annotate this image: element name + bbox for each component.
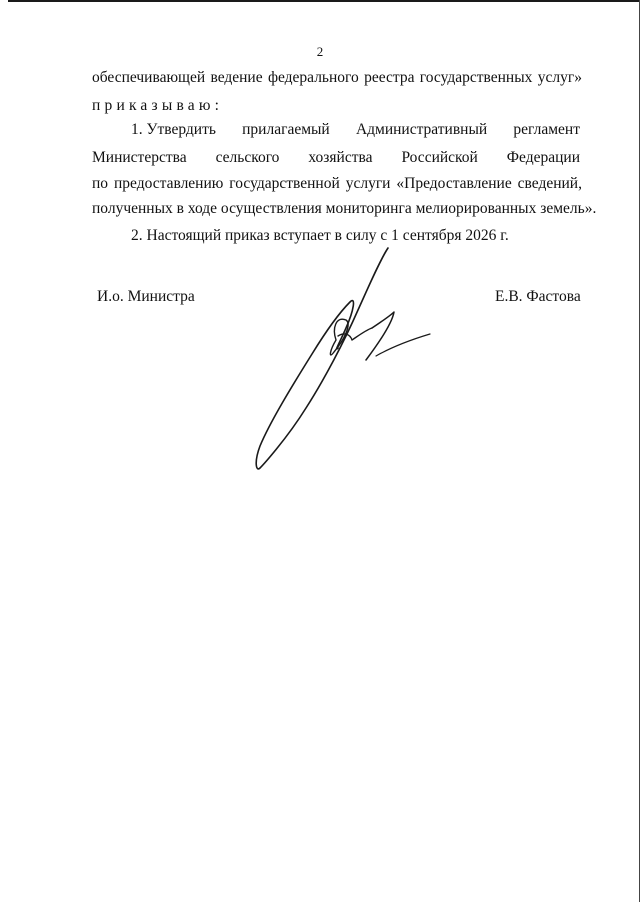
body-word: реестра: [364, 69, 415, 86]
body-word: предоставлению: [113, 175, 224, 192]
signature-stroke: [376, 334, 430, 356]
body-word: Административный: [355, 121, 488, 138]
body-word: обеспечивающей: [92, 69, 206, 86]
body-word: регламент: [513, 121, 580, 138]
body-line-4: [92, 148, 580, 168]
body-word: ведение: [210, 69, 263, 86]
signature-stroke: [366, 312, 394, 360]
signer-name: Е.В. Фастова: [495, 288, 581, 305]
body-word: федерального: [267, 69, 359, 86]
body-word: «Предоставление: [396, 175, 512, 192]
body-word: прилагаемый: [242, 121, 330, 138]
body-word: 1. Утвердить: [131, 121, 216, 138]
handwritten-signature: [240, 240, 440, 480]
body-line-5: [92, 174, 582, 194]
body-word: государственной: [229, 175, 340, 192]
body-word: Федерации: [506, 149, 580, 166]
effective-date-clause: 2. Настоящий приказ вступает в силу с 1 сентября 2026 г.: [131, 227, 509, 244]
body-word: услуг»: [537, 69, 582, 86]
body-word: сведений,: [517, 175, 582, 192]
scan-top-border: [8, 0, 640, 2]
signature-stroke: [256, 248, 388, 469]
body-line-3: [131, 120, 580, 140]
body-word: Министерства: [92, 149, 187, 166]
body-word: услуги: [345, 175, 391, 192]
body-word: по: [92, 175, 109, 192]
body-word: хозяйства: [308, 149, 373, 166]
signer-title: И.о. Министра: [97, 288, 195, 305]
body-word: сельского: [215, 149, 280, 166]
body-line-1: [92, 68, 582, 88]
order-keyword: приказываю:: [92, 97, 224, 114]
body-line-6: полученных в ходе осуществления мониторинга мелиорированных земель».: [92, 200, 597, 217]
body-word: Российской: [401, 149, 478, 166]
body-word: государственных: [419, 69, 533, 86]
page-number: 2: [316, 44, 324, 59]
